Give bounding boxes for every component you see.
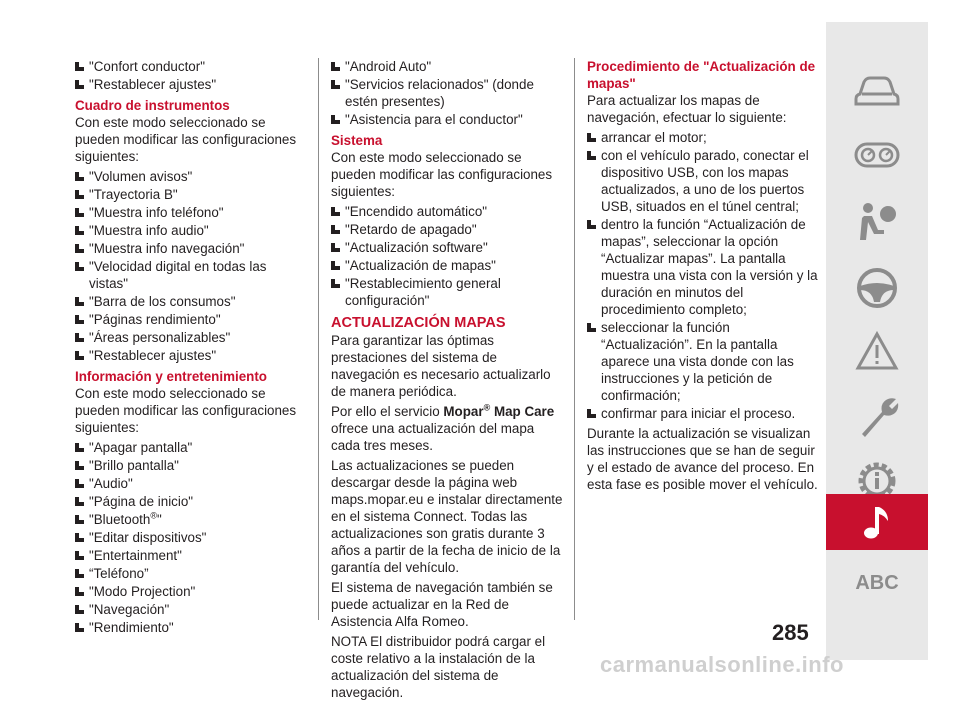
list-a bbox=[75, 58, 307, 93]
paragraph-nota: NOTA El distribuidor podrá cargar el coste relativo a la instalación de la actualización del sistema de navegación. bbox=[331, 634, 546, 700]
list-item: “Teléfono” bbox=[75, 565, 307, 582]
column-1 bbox=[75, 58, 307, 637]
list-item: "Páginas rendimiento" bbox=[75, 311, 307, 328]
list-b bbox=[75, 168, 307, 364]
list-item: confirmar para iniciar el proceso. bbox=[587, 405, 819, 422]
wrench-icon[interactable] bbox=[826, 388, 928, 446]
abc-index-label[interactable]: ABC bbox=[855, 572, 899, 594]
list-item-bluetooth: "Bluetooth®" bbox=[75, 511, 307, 528]
paragraph-mopar: Por ello el servicio Mopar® Map Care ofrece una actualización del mapa cada tres meses. bbox=[331, 402, 555, 453]
page-number: 285 bbox=[772, 620, 809, 645]
list-item: "Entertainment" bbox=[75, 547, 307, 564]
heading-procedimiento: Procedimiento de "Actualización de mapas" bbox=[587, 59, 816, 91]
heading-cuadro: Cuadro de instrumentos bbox=[75, 98, 230, 113]
list-item: "Encendido automático" bbox=[331, 203, 563, 220]
list-item: "Android Auto" bbox=[331, 58, 563, 75]
list-d bbox=[75, 529, 307, 636]
paragraph: Para garantizar las óptimas prestaciones del sistema de navegación es necesario actualizarlo de manera periódica. bbox=[331, 333, 551, 399]
list-item: "Retardo de apagado" bbox=[331, 221, 563, 238]
warning-triangle-icon[interactable] bbox=[826, 324, 928, 382]
paragraph: Con este modo seleccionado se pueden modificar las configuraciones siguientes: bbox=[331, 150, 553, 199]
column-divider bbox=[574, 58, 575, 620]
list-item: "Página de inicio" bbox=[75, 493, 307, 510]
list-steps bbox=[587, 129, 819, 422]
list-item: "Brillo pantalla" bbox=[75, 457, 307, 474]
list-item: "Velocidad digital en todas las vistas" bbox=[75, 258, 307, 292]
steering-wheel-icon[interactable] bbox=[826, 260, 928, 318]
list-item: "Confort conductor" bbox=[75, 58, 307, 75]
list-item: "Modo Projection" bbox=[75, 583, 307, 600]
heading-actualizacion-mapas: ACTUALIZACIÓN MAPAS bbox=[331, 315, 506, 331]
paragraph: Durante la actualización se visualizan las instrucciones que se han de seguir y el estado de avance del proceso. En esta fase es posible mover el vehículo. bbox=[587, 426, 818, 492]
heading-sistema: Sistema bbox=[331, 133, 383, 148]
list-item: "Restablecer ajustes" bbox=[75, 347, 307, 364]
list-item: "Restablecer ajustes" bbox=[75, 76, 307, 93]
list-c bbox=[75, 439, 307, 510]
watermark: carmanualsonline.info bbox=[600, 652, 844, 677]
chapter-sidebar bbox=[826, 22, 928, 660]
list-item: "Servicios relacionados" (donde estén presentes) bbox=[331, 76, 563, 110]
list-item: "Rendimiento" bbox=[75, 619, 307, 636]
column-3 bbox=[587, 58, 819, 496]
music-note-icon[interactable] bbox=[826, 494, 928, 550]
paragraph: Para actualizar los mapas de navegación, efectuar lo siguiente: bbox=[587, 93, 787, 125]
paragraph: Con este modo seleccionado se pueden modificar las configuraciones siguientes: bbox=[75, 115, 297, 164]
car-icon[interactable] bbox=[826, 64, 928, 122]
list-item: "Restablecimiento general configuración" bbox=[331, 275, 563, 309]
list-item: "Apagar pantalla" bbox=[75, 439, 307, 456]
list-item: "Volumen avisos" bbox=[75, 168, 307, 185]
list-item: "Muestra info navegación" bbox=[75, 240, 307, 257]
list-item: "Áreas personalizables" bbox=[75, 329, 307, 346]
list-item: arrancar el motor; bbox=[587, 129, 819, 146]
paragraph: El sistema de navegación también se puede actualizar en la Red de Asistencia Alfa Romeo. bbox=[331, 580, 553, 629]
list-item: "Barra de los consumos" bbox=[75, 293, 307, 310]
airbag-icon[interactable] bbox=[826, 194, 928, 252]
list-b bbox=[331, 203, 563, 309]
list-a bbox=[331, 58, 563, 128]
list-item: "Trayectoria B" bbox=[75, 186, 307, 203]
list-item: "Navegación" bbox=[75, 601, 307, 618]
gauges-icon[interactable] bbox=[826, 130, 928, 188]
column-2 bbox=[331, 58, 563, 704]
list-item: "Audio" bbox=[75, 475, 307, 492]
paragraph: Las actualizaciones se pueden descargar desde la página web maps.mopar.eu e instalar directamente en el sistema Connect. Todas las actualizaciones son gratis durante 3 años a partir de la fecha de inicio de la garantía del vehículo. bbox=[331, 458, 563, 575]
list-item: seleccionar la función “Actualización”. En la pantalla aparece una vista donde con las instrucciones y la petición de confirmación; bbox=[587, 319, 819, 404]
list-item: "Actualización de mapas" bbox=[331, 257, 563, 274]
paragraph: Con este modo seleccionado se pueden modificar las configuraciones siguientes: bbox=[75, 386, 297, 435]
list-item: "Muestra info audio" bbox=[75, 222, 307, 239]
list-item: "Editar dispositivos" bbox=[75, 529, 307, 546]
list-item: dentro la función “Actualización de mapas”, seleccionar la opción “Actualizar mapas”. La pantalla muestra una vista con la versión y la duración en minutos del procedimiento completo; bbox=[587, 216, 819, 318]
column-divider bbox=[318, 58, 319, 620]
heading-info: Información y entretenimiento bbox=[75, 369, 267, 384]
list-item: "Asistencia para el conductor" bbox=[331, 111, 563, 128]
list-item: "Muestra info teléfono" bbox=[75, 204, 307, 221]
list-item: con el vehículo parado, conectar el dispositivo USB, con los mapas actualizados, a uno de los puertos USB, situados en el túnel central; bbox=[587, 147, 819, 215]
list-item: "Actualización software" bbox=[331, 239, 563, 256]
